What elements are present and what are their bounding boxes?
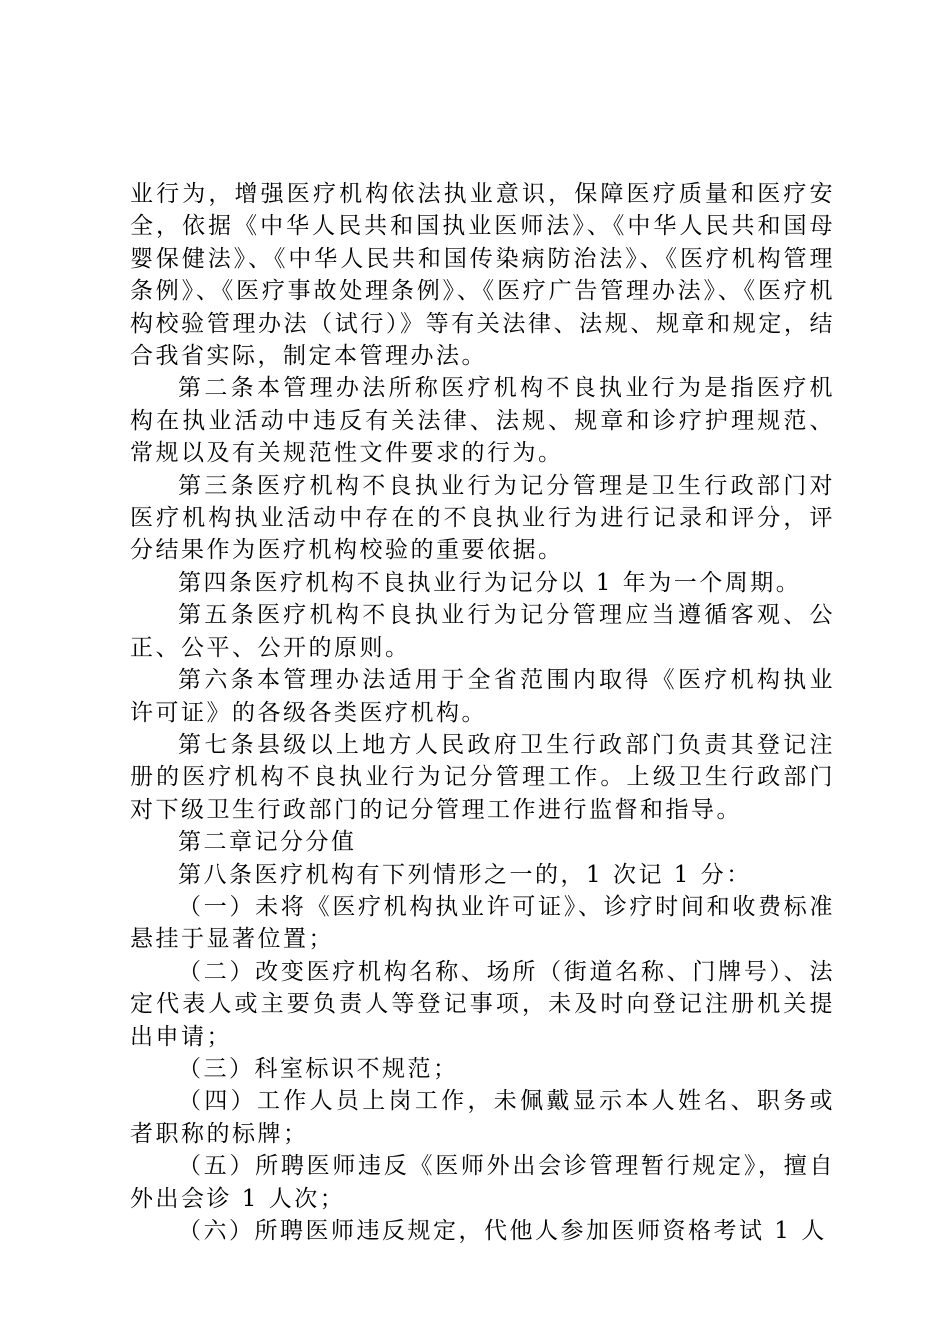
chapter-heading: 第二章记分分值 — [178, 829, 357, 856]
list-item-5: （五）所聘医师违反《医师外出会诊管理暂行规定》，擅自外出会诊 1 人次； — [130, 1153, 835, 1212]
paragraph-article-2: 第二条本管理办法所称医疗机构不良执业行为是指医疗机构在执业活动中违反有关法律、法规、规章和诊疗护理规范、常规以及有关规范性文件要求的行为。 — [130, 375, 835, 467]
list-item-3: （三）科室标识不规范； — [178, 1055, 459, 1082]
paragraph-article-7: 第七条县级以上地方人民政府卫生行政部门负责其登记注册的医疗机构不良执业行为记分管理工作。上级卫生行政部门对下级卫生行政部门的记分管理工作进行监督和指导。 — [130, 731, 835, 823]
paragraph-continued-intro: 业行为，增强医疗机构依法执业意识，保障医疗质量和医疗安全，依据《中华人民共和国执业医师法》、《中华人民共和国母婴保健法》、《中华人民共和国传染病防治法》、《医疗机构管理条例》、《医疗事故处理条例》、《医疗广告管理办法》、《医疗机构校验管理办法（试行）》等有关法律、法规、规章和规定，结合我省实际，制定本管理办法。 — [130, 181, 835, 370]
list-item-4: （四）工作人员上岗工作，未佩戴显示本人姓名、职务或者职称的标牌； — [130, 1088, 835, 1147]
paragraph-article-4: 第四条医疗机构不良执业行为记分以 1 年为一个周期。 — [178, 569, 802, 596]
paragraph-article-5: 第五条医疗机构不良执业行为记分管理应当遵循客观、公正、公平、公开的原则。 — [130, 602, 835, 661]
paragraph-article-6: 第六条本管理办法适用于全省范围内取得《医疗机构执业许可证》的各级各类医疗机构。 — [130, 667, 835, 726]
list-item-2: （二）改变医疗机构名称、场所（街道名称、门牌号）、法定代表人或主要负责人等登记事项，未及时向登记注册机关提出申请； — [130, 958, 835, 1050]
document-body — [130, 178, 835, 1247]
list-item-1: （一）未将《医疗机构执业许可证》、诊疗时间和收费标准悬挂于显著位置； — [130, 893, 835, 953]
paragraph-article-8: 第八条医疗机构有下列情形之一的，1 次记 1 分： — [178, 861, 752, 888]
paragraph-article-3: 第三条医疗机构不良执业行为记分管理是卫生行政部门对医疗机构执业活动中存在的不良执业行为进行记录和评分，评分结果作为医疗机构校验的重要依据。 — [130, 472, 835, 564]
list-item-6: （六）所聘医师违反规定，代他人参加医师资格考试 1 人 — [178, 1218, 827, 1244]
